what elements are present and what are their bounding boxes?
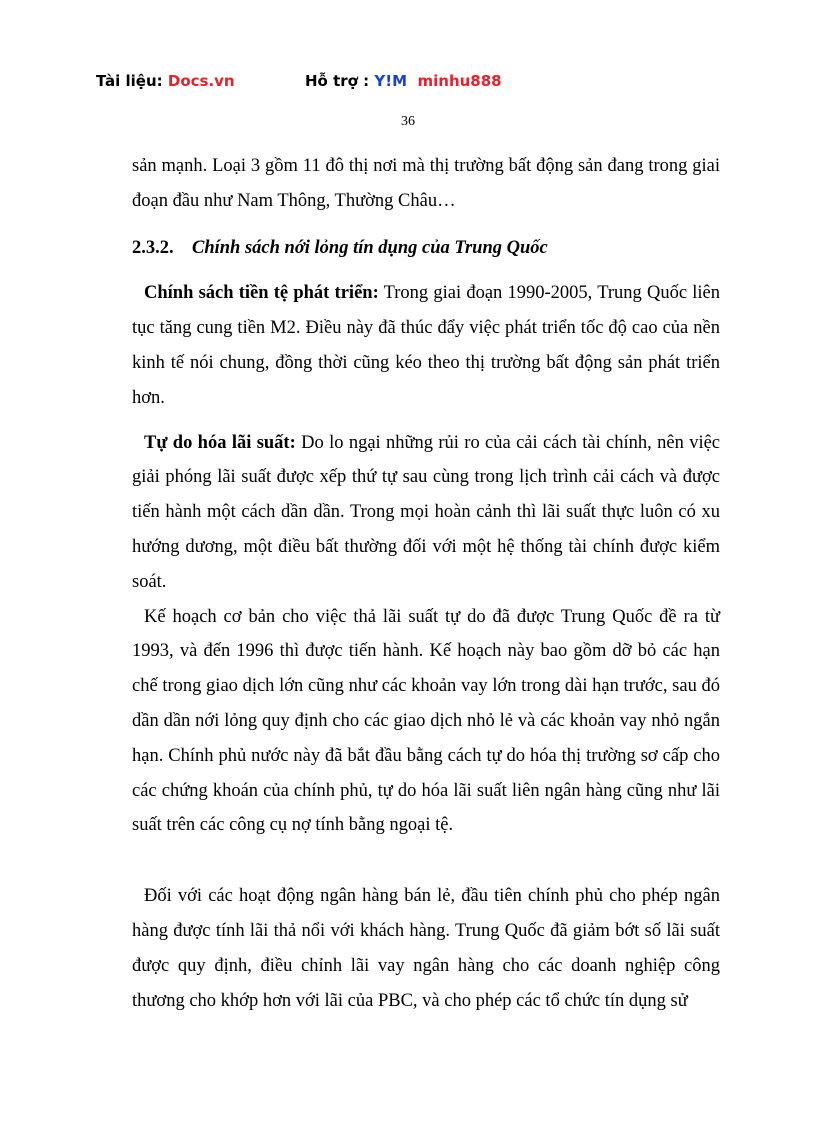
- page-header: [96, 72, 736, 96]
- paragraph-lead: Chính sách tiền tệ phát triển:: [144, 283, 379, 304]
- support-label: Hỗ trợ :: [305, 72, 375, 90]
- support-info: [305, 72, 502, 90]
- document-body: [132, 149, 720, 1018]
- paragraph-basic-plan: Kế hoạch cơ bản cho việc thả lãi suất tự do đã được Trung Quốc đề ra từ 1993, và đến 1996 thì được tiến hành. Kế hoạch này bao gồm dỡ bỏ các hạn chế trong giao dịch lớn cũng như các khoản vay lớn trong dài hạn trước, sau đó dần dần nới lỏng quy định cho các giao dịch nhỏ lẻ và các khoản vay nhỏ ngắn hạn. Chính phủ nước này đã bắt đầu bằng cách tự do hóa thị trường sơ cấp cho các chứng khoán của chính phủ, tự do hóa lãi suất liên ngân hàng cũng như lãi suất trên các công cụ nợ tính bằng ngoại tệ.: [132, 606, 720, 836]
- document-source: [96, 72, 235, 90]
- docs-site-link[interactable]: Docs.vn: [167, 72, 235, 90]
- section-title: Chính sách nới lỏng tín dụng của Trung Quốc: [192, 237, 548, 258]
- document-label: Tài liệu:: [96, 72, 168, 90]
- paragraph-monetary-policy: [132, 276, 720, 415]
- paragraph-text: Trong giai đoạn 1990-2005, Trung Quốc liên tục tăng cung tiền M2. Điều này đã thúc đẩy việc phát triển tốc độ cao của nền kinh tế nói chung, đồng thời cũng kéo theo thị trường bất động sản phát triển hơn.: [132, 283, 720, 408]
- paragraph-retail-banking: Đối với các hoạt động ngân hàng bán lẻ, đầu tiên chính phủ cho phép ngân hàng được tính lãi thả nổi với khách hàng. Trung Quốc đã giảm bớt số lãi suất được quy định, điều chỉnh lãi vay ngân hàng cho các doanh nghiệp công thương cho khớp hơn với lãi của PBC, và cho phép các tổ chức tín dụng sử: [132, 886, 720, 1011]
- section-number: 2.3.2.: [132, 237, 174, 258]
- page-number: 36: [401, 114, 415, 129]
- paragraph-text: Do lo ngại những rủi ro của cải cách tài chính, nên việc giải phóng lãi suất được xếp thứ tự sau cùng trong lịch trình cải cách và được tiến hành một cách dần dần. Trong mọi hoàn cảnh thì lãi suất thực luôn có xu hướng dương, một điều bất thường đối với một hệ thống tài chính được kiểm soát.: [132, 432, 721, 592]
- section-heading: [132, 231, 720, 266]
- yahoo-messenger-label: Y!M: [374, 72, 408, 90]
- paragraph-continuation: sản mạnh. Loại 3 gồm 11 đô thị nơi mà thị trường bất động sản đang trong giai đoạn đầu như Nam Thông, Thường Châu…: [132, 156, 720, 211]
- support-id: minhu888: [417, 72, 502, 90]
- paragraph-lead: Tự do hóa lãi suất:: [144, 432, 296, 453]
- paragraph-interest-liberalization: [132, 426, 720, 600]
